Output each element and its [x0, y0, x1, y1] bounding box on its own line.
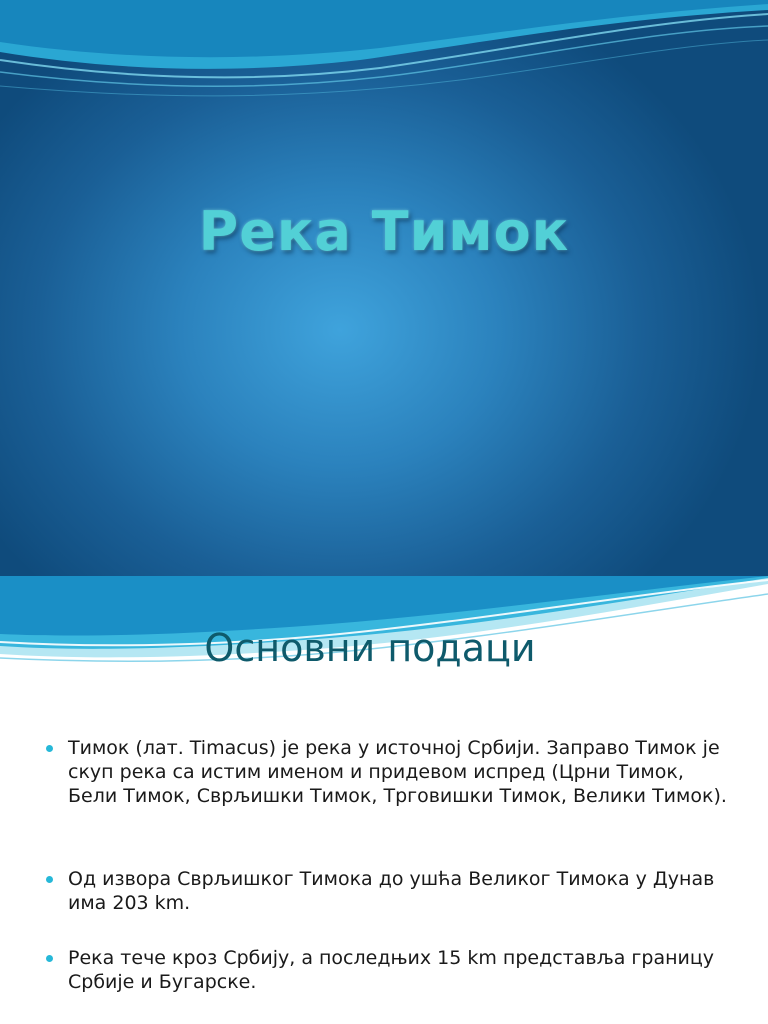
bullet-item [68, 736, 728, 808]
bullet-item [68, 867, 728, 915]
bullet-dot-icon [46, 955, 53, 962]
bullet-text: Тимок (лат. Timacus) је река у источној Србији. Заправо Тимок је скуп река са истим именом и придевом испред (Црни Тимок, Бели Тимок, Сврљишки Тимок, Трговишки Тимок, Велики Тимок). [68, 737, 727, 807]
bullet-text: Река тече кроз Србију, а последњих 15 km представља границу Србије и Бугарске. [68, 947, 715, 993]
bullet-item [68, 946, 728, 994]
slide-heading: Основни подаци [204, 626, 536, 670]
wave-decoration [0, 0, 768, 100]
bullet-dot-icon [46, 745, 53, 752]
slide-title: Река Тимок [198, 200, 570, 263]
bullet-text: Од извора Сврљишког Тимока до ушћа Великог Тимока у Дунав има 203 km. [68, 868, 715, 914]
bullet-dot-icon [46, 876, 53, 883]
content-slide [0, 576, 768, 1024]
